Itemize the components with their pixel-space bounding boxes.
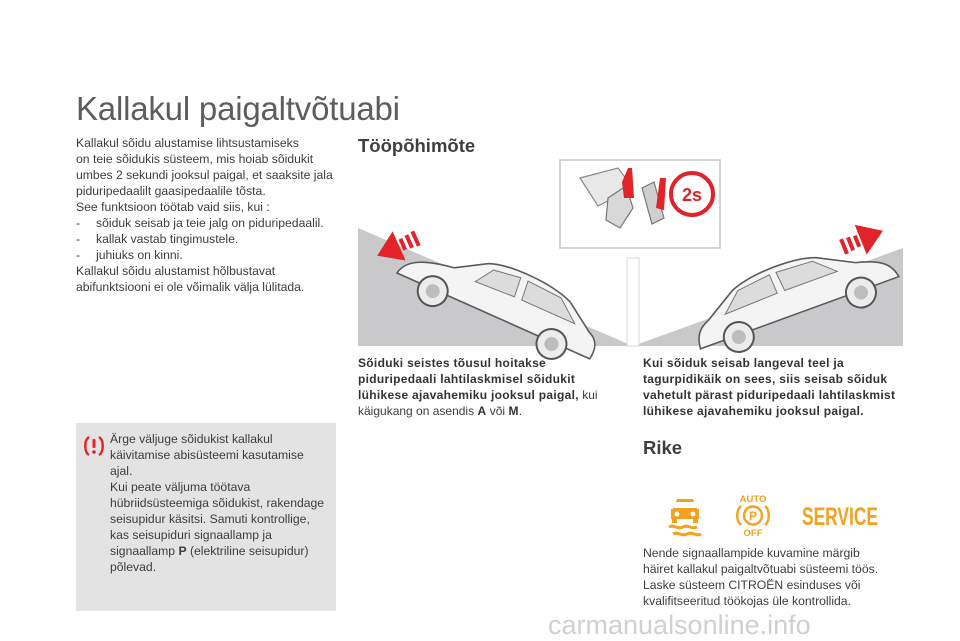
condition-item: - kallak vastab tingimustele. [76, 232, 239, 246]
fault-text: Nende signaallampide kuvamine märgib häiret kallakul paigaltvõtuabi süsteemi töös. Laske süsteem CITROËN esinduses või kvalifitseeritud töökojas üle kontrollida. [643, 546, 879, 608]
section-title-principle: Tööpõhimõte [358, 135, 476, 156]
svg-text:P: P [748, 509, 758, 523]
intro-line: umbes 2 sekundi jooksul paigal, et saaksite jala [76, 168, 333, 182]
watermark: carmanualsonline.info [548, 610, 811, 640]
intro-line: piduripedaalilt gaasipedaalile tõsta. [76, 184, 266, 198]
warning-text: Ärge väljuge sõidukist kallakul käivitamise abisüsteemi kasutamise ajal. Kui peate väljuma töötava hübriidsüsteemiga sõidukist, rakendage seisupidur käsitsi. Samuti kontrollige, kas seisupiduri signaallamp ja signaallamp P (elektriline seisupidur) põlevad. [110, 432, 325, 574]
hill-start-illustration [358, 158, 903, 346]
warning-box [76, 423, 336, 611]
service-warning-icon [800, 500, 880, 530]
downhill-caption: Kui sõiduk seisab langeval teel ja tagurpidikäik on sees, siis seisab sõiduk vahetult pärast piduripedaali lahtilaskmist lühikese ajavahemiku jooksul paigal. [643, 356, 896, 418]
page-title: Kallakul paigaltvõtuabi [76, 90, 400, 127]
uphill-caption: Sõiduki seistes tõusul hoitakse piduripedaali lahtilaskmisel sõidukit lühikese ajavahemiku jooksul paigal, kui käigukang on asendis A või M. [358, 356, 598, 418]
divider-post [627, 258, 639, 346]
intro-line: on teie sõidukis süsteem, mis hoiab sõidukit [76, 152, 314, 166]
timer-label: 2s [681, 185, 703, 205]
auto-parking-brake-off-icon [733, 493, 773, 537]
svg-text:OFF: OFF [743, 528, 763, 539]
arrow-right-icon [836, 216, 889, 262]
intro-line: Kallakul sõidu alustamist hõlbustavat [76, 264, 276, 278]
section-title-fault: Rike [643, 437, 683, 458]
pedal-inset [560, 160, 720, 248]
skid-warning-icon [665, 493, 705, 537]
svg-text:AUTO: AUTO [739, 494, 767, 505]
intro-text [76, 135, 346, 295]
svg-text:SERVICE: SERVICE [802, 503, 878, 531]
intro-line: See funktsioon töötab vaid siis, kui : [76, 200, 270, 214]
exclamation-warning-icon [83, 435, 105, 457]
condition-item: - juhiuks on kinni. [76, 248, 183, 262]
condition-item: - sõiduk seisab ja teie jalg on piduripedaalil. [76, 216, 324, 230]
intro-line: abifunktsiooni ei ole võimalik välja lülitada. [76, 280, 305, 294]
intro-line: Kallakul sõidu alustamise lihtsustamiseks [76, 136, 299, 150]
